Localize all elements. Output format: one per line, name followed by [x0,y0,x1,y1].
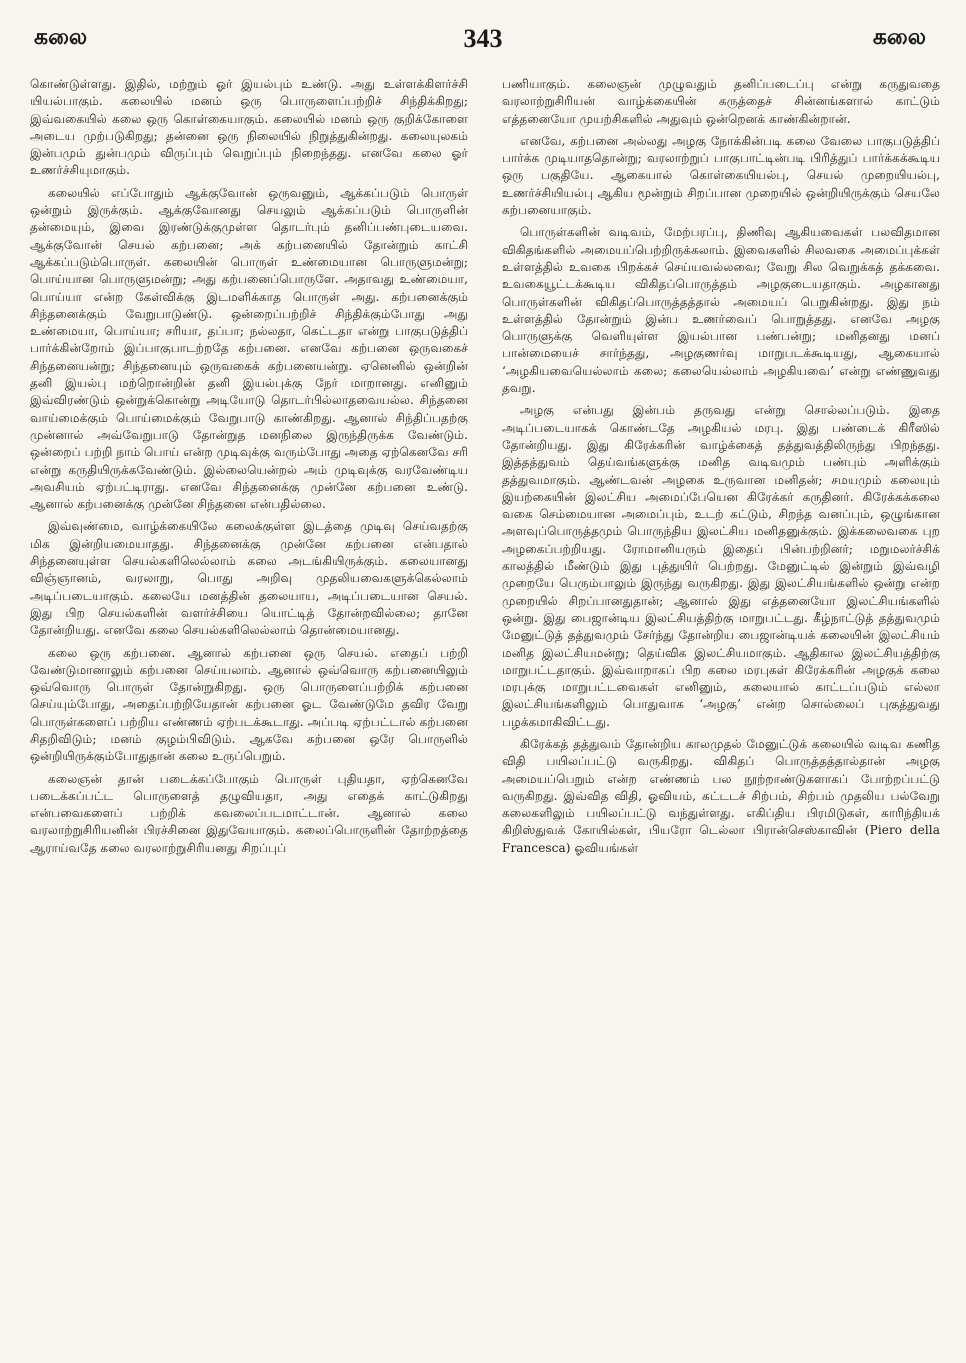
paragraph: இவ்வுண்மை, வாழ்க்கையிலே கலைக்குள்ள இடத்தை முடிவு செய்வதற்கு மிக இன்றியமையாதது. சிந்தனைக்கு முன்னே கற்பனை என்பதால் சிந்தனையுள்ள செயல்களிலெல்லாம் கலை அடங்கியிருக்கும். கலையானது விஞ்ஞானம், வரலாறு, பொது அறிவு முதலியவைகளுக்கெல்லாம் அடிப்படையாகும். கலையே மனத்தின் தலையாய, அடிப்படையான செயல். இது பிற செயல்களின் வளர்ச்சியை யொட்டித் தோன்றவில்லை; தானே தோன்றியது. எனவே கலை செயல்களிலெல்லாம் தொன்மையானது. [30,519,468,638]
paragraph: கலையில் எப்போதும் ஆக்குவோன் ஒருவனும், ஆக்கப்படும் பொருள் ஒன்றும் இருக்கும். ஆக்குவோனது செயலும் ஆக்கப்படும் பொருளின் தன்மையும், இவை இரண்டுக்குமுள்ள தொடர்பும் தனிப்பண்புடையவை. ஆக்குவோன் செயல் கற்பனை; அக் கற்பனையில் தோன்றும் காட்சி ஆக்கப்படும்பொருள். கலையின் பொருள் உண்மையான பொருளுமன்று; பொய்யான பொருளுமன்று; அது கற்பனைப்பொருளே. அதாவது உண்மையா, பொய்யா என்ற கேள்விக்கு இடமளிக்காத பொருள் அது. கற்பனைக்கும் சிந்தனைக்கும் வேறுபாடுண்டு. ஒன்றைப்பற்றிச் சிந்திக்கும்போது அது உண்மையா, பொய்யா; சரியா, தப்பா; நல்லதா, கெட்டதா என்று பாகுபடுத்திப் பார்க்கின்றோம் இப்பாகுபாடற்றதே கற்பனை. எனவே கற்பனை ஒருவகைச் சிந்தனையன்று; சிந்தனையும் ஒருவகைக் கற்பனையன்று. ஏனெனில் ஒன்றின் தனி இயல்பு மற்றொன்றின் தனி இயல்புக்கு நேர் மாறானது. எனினும் இவ்விரண்டும் ஒன்றுக்கொன்று அடியோடு தொடர்பில்லாதவையல்ல. சிந்தனை வாய்மைக்கும் பொய்மைக்கும் வேறுபாடு காண்கிறது. ஆனால் சிந்திப்பதற்கு முன்னால் அவ்வேறுபாடு தோன்றுத மனநிலை இருந்திருக்க வேண்டும். ஒன்றைப் பற்றி நாம் பொய் என்ற முடிவுக்கு வரும்போது அதை ஏற்கெனவே சரி என்று கருதியிருக்கவேண்டும். இல்லையென்றல் அம் முடிவுக்கு வரவேண்டிய அவசியம் ஏற்பட்டிராது. எனவே சிந்தனைக்கு முன்னே கற்பனை உண்டு. ஆனால் கற்பனைக்கு முன்னே சிந்தனை என்பதில்லை. [30,185,468,512]
paragraph: கலைஞன் தான் படைக்கப்போகும் பொருள் புதியதா, ஏற்கெனவே படைக்கப்பட்ட பொருளைத் தழுவியதா, அது எதைக் காட்டுகிறது என்பவைகளைப் பற்றிக் கவலைப்படமாட்டான். ஆனால் கலை வரலாற்றுசிரியனின் பிரச்சினை இதுவேயாகும். கலைப்பொருளின் தோற்றத்தை ஆராய்வதே கலை வரலாற்றுசிரியனது சிறப்புப் [30,771,468,855]
paragraph: பணியாகும். கலைஞன் முழுவதும் தனிப்படைப்பு என்று கருதுவதை வரலாற்றுசிரியன் வாழ்க்கையின் கருத்தைச் சின்னங்களால் காட்டும் எத்தனையோ முயற்சிகளில் அதுவும் ஒன்றெனக் காண்கின்றான். [502,77,940,126]
left-text-column [30,76,468,1348]
running-head-left: கலை [34,24,88,50]
paragraph: எனவே, கற்பனை அல்லது அழகு நோக்கின்படி கலை வேலை பாகுபடுத்திப் பார்க்க முடியாததொன்று; வரலாற்றுப் பாகுபாட்டின்படி பிரித்துப் பார்க்கக்கூடிய ஒரு பகுதியே. ஆகையால் கொள்கையியல்பு, செயல் முறையியல்பு, உணர்ச்சியியல்பு ஆகிய மூன்றும் சிறப்பான முறையில் ஒன்றியிருக்கும் செயலே கற்பனையாகும். [502,133,940,218]
running-head-right: கலை [872,24,926,50]
paragraph: கொண்டுள்ளது. இதில், மற்றும் ஓர் இயல்பும் உண்டு. அது உள்ளக்கிளர்ச்சி யியல்பாகும். கலையில் மனம் ஒரு பொருளைப்பற்றிச் சிந்திக்கிறது; இவ்வகையில் கலை ஒரு கொள்கையாகும். கலையில் மனம் ஒரு குறிக்கோளை அடைய முற்படுகிறது; தன்னை ஒரு நிலையில் நிறுத்துகின்றது. கலையுலகம் இன்பமும் துன்பமும் விருப்பும் வெறுப்பும் நிறைந்தது. எனவே கலை ஓர் உணர்ச்சியுமாகும். [30,77,468,178]
paragraph: அழகு என்பது இன்பம் தருவது என்று சொல்லப்படும். இதை அடிப்படையாகக் கொண்டதே அழகியல் மரபு. இது பண்டைக் கிரீஸில் தோன்றியது. இது கிரேக்கரின் வாழ்க்கைத் தத்துவத்திலிருந்து பிறந்தது. இத்தத்துவம் தெய்வங்களுக்கு மனித வடிவமும் பண்பும் அளிக்கும் தத்துவமாகும். ஆண்டவன் அழகை உருவான மனிதன்; சமயமும் கலையும் இயற்கையின் இலட்சிய அமைப்பேயென கிரேக்கர் கருதினர். கிரேக்கக்கலை வகை செம்மையான அமைப்பும், உடற் கட்டும், சிறந்த வனப்பும், ஒழுங்கான அளவுப்பொருத்தமும் பொருந்திய இலட்சிய மனிதனுக்கும். இக்கலைவகை புற அழகைப்பற்றியது. ரோமானியரும் இதைப் பின்பற்றினர்; மறுமலர்ச்சிக் காலத்தில் மீண்டும் இது புத்துயிர் பெற்றது. மேனுட்டில் இன்றும் இவ்வழி முறையே பெரும்பாலும் இருந்து வருகிறது. இது இலட்சியங்களில் ஒன்று என்ற முறையில் சிறப்பானதுதான்; ஆனால் இது எத்தனையோ இலட்சியங்களில் ஒன்று. இது பைஜான்டிய இலட்சியத்திற்கு மாறுபட்டது. கீழ்நாட்டுத் தத்துவமும் மேனுட்டுத் தத்துவமும் சேர்ந்து தோன்றிய பைஜான்டியக் கலையின் இலட்சியம் மனித இலட்சியமன்று; தெய்விக இலட்சியமாகும். ஆதிகால இலட்சியத்திற்கு மாறுபட்டதாகும். இவ்வாறாகப் பிற கலை மரபுகள் கிரேக்கரின் அழகுக் கலை மரபுக்கு மாறுபட்டவைகள் எனினும், கலையால் காட்டப்படும் எல்லா இலட்சியங்களிலும் பொதுவாக ‘அழகு’ என்ற சொல்லைப் புகுத்துவது பழக்கமாகிவிட்டது. [502,403,940,729]
paragraph: கலை ஒரு கற்பனை. ஆனால் கற்பனை ஒரு செயல். எதைப் பற்றி வேண்டுமானாலும் கற்பனை செய்யலாம். ஆனால் ஒவ்வொரு கற்பனையிலும் ஒவ்வொரு பொருள் தோன்றுகிறது. ஒரு பொருளைப்பற்றிக் கற்பனை செய்யும்போது, அதைப்பற்றியேதான் கற்பனை ஓட வேண்டுமே தவிர வேறு பொருள்களைப் பற்றிய எண்ணம் ஏற்படக்கூடாது. அப்படி ஏற்பட்டால் கற்பனை சிதறிவிடும்; மனம் குழம்பிவிடும். ஆகவே கற்பனை ஒரே பொருளில் ஒன்றியிருக்கும்போதுதான் கலை உருப்பெறும். [30,645,468,764]
page-number: 343 [463,24,503,53]
right-text-column [502,76,940,1348]
paragraph: கிரேக்கத் தத்துவம் தோன்றிய காலமுதல் மேனுட்டுக் கலையில் வடிவ கணித விதி பயிலப்பட்டு வருகிறது. விகிதப் பொருத்தத்தால்தான் அழகு அமையப்பெறும் என்ற எண்ணம் பல நூற்றாண்டுகளாகப் போற்றப்பட்டு வருகிறது. இவ்வித விதி, ஓவியம், கட்டடச் சிற்பம், சிற்பம் முதலிய பல்வேறு கலைகளிலும் பயிலப்பட்டு வந்துள்ளது. எகிப்திய பிரமிடுகள், காரிந்தியக் கிறிஸ்துவக் கோயில்கள், பியரோ டெல்லா பிரான்செஸ்காவின் (Piero della Francesca) ஓவியங்கள் [502,736,940,855]
paragraph: பொருள்களின் வடிவம், மேற்பரப்பு, திணிவு ஆகியவைகள் பலவிதமான விகிதங்களில் அமையப்பெற்றிருக்கலாம். இவைகளில் சிலவகை அமைப்புக்கள் உள்ளத்தில் உவகை பிறக்கச் செய்யவல்லவை; வேறு சில வெறுக்கத் தக்கவை. உவகையூட்டக்கூடிய விகிதப்பொருத்தம் அழகுடையதாகும். அழகானது பொருள்களின் விகிதப்பொருத்தத்தால் அமையப் பெறுகின்றது. இது நம் உள்ளத்தில் தோன்றும் இன்ப உணர்வைப் பொறுத்தது. எனவே அழகு பொருளுக்கு வெளியுள்ள இயல்பான பண்பன்று; மனிதனது மனப் பான்மையைச் சார்ந்தது, அழகுணர்வு மாறுபடக்கூடியது, ஆகையால் ‘அழகியவையெல்லாம் கலை; கலையெல்லாம் அழகியவை’ என்று எண்ணுவது தவறு. [502,225,940,396]
